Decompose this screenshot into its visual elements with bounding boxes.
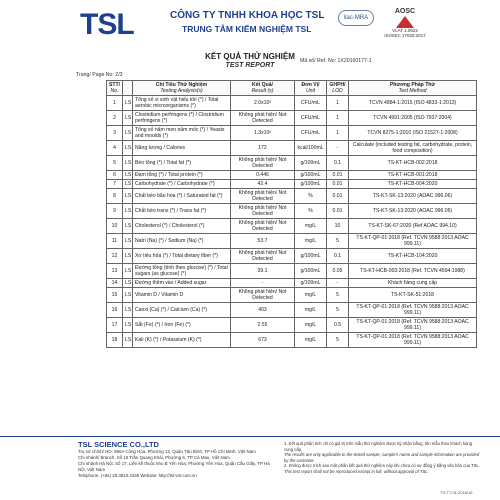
lod: 0.5 — [327, 318, 349, 333]
row-number: 18 — [107, 333, 123, 348]
table-row — [107, 189, 477, 204]
ilac-mra-logo: ilac-MRA — [338, 10, 374, 26]
footer-contact — [78, 442, 278, 479]
result-value: 1.3x10² — [231, 126, 295, 141]
testing-analysis: Chất béo bão hòa (*) / Saturated fat (*) — [133, 189, 231, 204]
footer-phone-website: Telephone: (+84) 28.3810.4336 Website: http://tsl-vnt.com.vn — [78, 473, 197, 478]
lab-tag: LS — [123, 318, 133, 333]
column-header — [107, 81, 123, 96]
test-method: TS-KT-QP-01:2018 (Ref. TCVN 9588:2013 AOAC 999.11) — [349, 234, 477, 249]
column-header — [327, 81, 349, 96]
row-number: 11 — [107, 234, 123, 249]
table-row — [107, 318, 477, 333]
table-row — [107, 288, 477, 303]
column-header — [231, 81, 295, 96]
results-table — [106, 80, 477, 348]
table-row — [107, 204, 477, 219]
footer-head-office: Trụ sở chính/ HO: 960A Cộng Hòa, Phường 13, Quận Tân Bình, TP Hồ Chí Minh, Việt Nam — [78, 449, 256, 454]
testing-analysis: Chất béo trans (*) / Trans fat (*) — [133, 204, 231, 219]
test-method: TS-KT-HCB-104:2020 — [349, 249, 477, 264]
row-number: 16 — [107, 303, 123, 318]
testing-analysis: Tổng số nấm men nấm mốc (*) / Yeasts and moulds (*) — [133, 126, 231, 141]
table-row — [107, 333, 477, 348]
row-number: 6 — [107, 171, 123, 180]
row-number: 17 — [107, 318, 123, 333]
unit: % — [295, 204, 327, 219]
table-row — [107, 234, 477, 249]
result-value: 53.7 — [231, 234, 295, 249]
table-row — [107, 171, 477, 180]
unit: g/100mL — [295, 264, 327, 279]
footer-branch: Chi nhánh/ Branch: Số 15 Trần Quang Khải, Phường 6, TP Cà Mau, Việt Nam — [78, 455, 230, 460]
reference-number: Mã số/ Ref. No: 1X20160177-1 — [300, 58, 372, 64]
result-value: Không phát hiện/ Not Detected — [231, 204, 295, 219]
lab-tag: LS — [123, 111, 133, 126]
test-method: TS-KT-HCB-002:2018 — [349, 156, 477, 171]
column-header — [123, 81, 133, 96]
test-method: TS-KT-SK-67:2020 (Ref AOAC 994.10) — [349, 219, 477, 234]
footer-branch-hanoi: Chi nhánh Hà Nội: Số 17, Liền kề thuộc khu B Yên Hòa, Phường Yên Hòa, Quận Cầu Giấy, TP Hà Nội, Việt Nam — [78, 461, 270, 472]
test-method: TS-KT-SK-13:2020 (AOAC 996.06) — [349, 189, 477, 204]
unit: mg/L — [295, 333, 327, 348]
testing-analysis: Béo tổng (*) / Total fat (*) — [133, 156, 231, 171]
test-method: TCVN 4991:2005 (ISO 7937:2004) — [349, 111, 477, 126]
table-row — [107, 219, 477, 234]
result-value: Không phát hiện/ Not Detected — [231, 249, 295, 264]
test-method: TS-KT-SK-51:2018 — [349, 288, 477, 303]
result-value: 172 — [231, 141, 295, 156]
unit: CFU/mL — [295, 111, 327, 126]
result-value: - — [231, 279, 295, 288]
test-method: Khách hàng cung cấp — [349, 279, 477, 288]
lab-tag: LS — [123, 303, 133, 318]
aosc-iso: ISO/IEC 17025:2017 — [384, 33, 426, 38]
row-number: 7 — [107, 180, 123, 189]
testing-analysis: Natri (Na) (*) / Sodium (Na) (*) — [133, 234, 231, 249]
row-number: 15 — [107, 288, 123, 303]
aosc-title: AOSC — [394, 8, 416, 15]
lab-tag: LS — [123, 219, 133, 234]
table-row — [107, 303, 477, 318]
table-header-row — [107, 81, 477, 96]
letterhead — [0, 0, 500, 48]
unit: g/100mL — [295, 171, 327, 180]
table-body — [107, 96, 477, 348]
test-method: TCVN 4884-1:2015 (ISO 4833-1:2013) — [349, 96, 477, 111]
column-header — [295, 81, 327, 96]
lod: 0.01 — [327, 204, 349, 219]
test-method: TS-KT-HCB-003:2018 (Ref. TCVN 4594:1988) — [349, 264, 477, 279]
lod: 0.01 — [327, 171, 349, 180]
lab-tag: LS — [123, 189, 133, 204]
table-row — [107, 180, 477, 189]
result-value: 39.1 — [231, 264, 295, 279]
column-header — [133, 81, 231, 96]
lod: - — [327, 141, 349, 156]
aosc-vlat: VLAT 1.0522 — [392, 28, 418, 33]
testing-center-name: TRUNG TÂM KIỂM NGHIỆM TSL — [182, 24, 312, 34]
testing-analysis: Xơ tiêu hóa (*) / Total dietary fiber (*) — [133, 249, 231, 264]
result-value: 2.0x10³ — [231, 96, 295, 111]
test-method: TS-KT-QP-01:2018 (Ref. TCVN 9588:2013 AOAC 999.11) — [349, 333, 477, 348]
footer-company: TSL SCIENCE CO.,LTD — [78, 440, 159, 449]
testing-analysis: Clostridium perfringens (*) / Clostridium perfringens (*) — [133, 111, 231, 126]
footer — [0, 436, 500, 500]
row-number: 14 — [107, 279, 123, 288]
column-header-vi: STT/ — [109, 82, 121, 88]
tsl-logo: TSL — [80, 8, 134, 41]
footer-notes — [284, 441, 480, 475]
testing-analysis: Tổng số vi sinh vật hiếu khí (*) / Total aerobic microorganisms (*) — [133, 96, 231, 111]
lab-tag: LS — [123, 234, 133, 249]
table-row — [107, 126, 477, 141]
column-header-vi: Phương Pháp Thử — [389, 82, 436, 88]
table-row — [107, 111, 477, 126]
row-number: 10 — [107, 219, 123, 234]
lod: 5 — [327, 303, 349, 318]
lod: 1 — [327, 96, 349, 111]
lab-tag: LS — [123, 333, 133, 348]
unit: mg/L — [295, 318, 327, 333]
row-number: 13 — [107, 264, 123, 279]
unit: CFU/mL — [295, 96, 327, 111]
lod: 5 — [327, 333, 349, 348]
testing-analysis: Đường thêm vào / Added sugar — [133, 279, 231, 288]
column-header-en: Unit — [305, 88, 316, 94]
lod: 0.1 — [327, 249, 349, 264]
lab-tag: LS — [123, 141, 133, 156]
unit: mg/L — [295, 219, 327, 234]
column-header-vi: Đơn Vị/ — [301, 82, 320, 88]
unit: mg/L — [295, 234, 327, 249]
row-number: 1 — [107, 96, 123, 111]
lod: - — [327, 279, 349, 288]
form-number: TS-TT-01:2018/18 — [440, 490, 473, 495]
lab-tag: LS — [123, 96, 133, 111]
test-method: TS-KT-QP-01:2018 (Ref. TCVN 9588:2013 AOAC 999.11) — [349, 303, 477, 318]
testing-analysis: Cholesterol (*) / Cholesterol (*) — [133, 219, 231, 234]
lab-tag: LS — [123, 180, 133, 189]
column-header-en: Testing Analysis(s) — [160, 88, 203, 94]
unit: g/100mL — [295, 180, 327, 189]
lab-tag: LS — [123, 126, 133, 141]
column-header-en: No. — [110, 88, 119, 94]
column-header-vi: GHPH/ — [329, 82, 346, 88]
testing-analysis: Carbohydrate (*) / Carbohydrate (*) — [133, 180, 231, 189]
lod: 0.01 — [327, 180, 349, 189]
table-row — [107, 264, 477, 279]
lab-tag: LS — [123, 171, 133, 180]
column-header — [349, 81, 477, 96]
lab-tag: LS — [123, 279, 133, 288]
unit: g/100mL — [295, 249, 327, 264]
result-value: Không phát hiện/ Not Detected — [231, 219, 295, 234]
row-number: 8 — [107, 189, 123, 204]
column-header-en: LOD — [332, 88, 343, 94]
aosc-triangle-icon — [396, 16, 414, 28]
test-method: TS-KT-SK-13:2020 (AOAC 996.06) — [349, 204, 477, 219]
company-name: CÔNG TY TNHH KHOA HỌC TSL — [170, 10, 325, 21]
column-header-en: Result (s) — [251, 88, 274, 94]
result-value: Không phát hiện/ Not Detected — [231, 189, 295, 204]
lod: 0.01 — [327, 189, 349, 204]
table-row — [107, 249, 477, 264]
table-row — [107, 141, 477, 156]
aosc-accreditation-logo — [380, 8, 430, 38]
unit: CFU/mL — [295, 126, 327, 141]
row-number: 9 — [107, 204, 123, 219]
lab-tag: LS — [123, 249, 133, 264]
lod: 5 — [327, 288, 349, 303]
lab-tag: LS — [123, 156, 133, 171]
testing-analysis: Sắt (Fe) (*) / Iron (Fe) (*) — [133, 318, 231, 333]
testing-analysis: Đường tổng (tính theo glucose) (*) / Total sugars (as glucose) (*) — [133, 264, 231, 279]
result-value: Không phát hiện/ Not Detected — [231, 156, 295, 171]
lod: 5 — [327, 234, 349, 249]
result-value: 42.4 — [231, 180, 295, 189]
column-header-vi: Kết Quả/ — [252, 82, 273, 88]
result-value: Không phát hiện/ Not Detected — [231, 111, 295, 126]
testing-analysis: Năng lượng / Calories — [133, 141, 231, 156]
test-method: TS-KT-HCB-004:2020 — [349, 180, 477, 189]
testing-analysis: Kali (K) (*) / Potassium (K) (*) — [133, 333, 231, 348]
lod: 1 — [327, 126, 349, 141]
footer-note-2: 2. Không được trích sao một phần kết quả thử nghiệm này khi chưa có sự đồng ý bằng văn bản của TSL. — [284, 463, 480, 469]
unit: kcal/100mL — [295, 141, 327, 156]
footer-note-1-en: The results are only applicable to the tested sample, sample's name and sample information are provided by the customer. — [284, 452, 480, 463]
lab-tag: LS — [123, 288, 133, 303]
result-value: 403 — [231, 303, 295, 318]
test-method: TCVN 8275-1:2010 (ISO 21527-1:2008) — [349, 126, 477, 141]
result-value: 2.55 — [231, 318, 295, 333]
result-value: 0.446 — [231, 171, 295, 180]
report-title — [0, 52, 500, 69]
report-title-en: TEST REPORT — [225, 62, 275, 69]
page-number: Trang/ Page No: 2/3 — [76, 72, 123, 78]
row-number: 3 — [107, 126, 123, 141]
unit: g/100mL — [295, 156, 327, 171]
row-number: 5 — [107, 156, 123, 171]
table-row — [107, 156, 477, 171]
result-value: Không phát hiện/ Not Detected — [231, 288, 295, 303]
unit: mg/L — [295, 303, 327, 318]
testing-analysis: Đạm tổng (*) / Total protein (*) — [133, 171, 231, 180]
lod: 1 — [327, 111, 349, 126]
report-title-vi: KẾT QUẢ THỬ NGHIỆM — [205, 52, 295, 61]
lod: 0.05 — [327, 264, 349, 279]
column-header-en: Test Method — [398, 88, 427, 94]
lod: 10 — [327, 219, 349, 234]
footer-note-1: 1. Kết quả phân tích chỉ có giá trị trên mẫu thử nghiệm được ký nhận bằng, tên mẫu theo khách hàng cung cấp. — [284, 441, 473, 452]
row-number: 2 — [107, 111, 123, 126]
row-number: 12 — [107, 249, 123, 264]
lod: 0.1 — [327, 156, 349, 171]
column-header-vi: Chỉ Tiêu Thử Nghiệm — [155, 82, 208, 88]
lab-tag: LS — [123, 264, 133, 279]
unit: % — [295, 189, 327, 204]
testing-analysis: Vitamin D / Vitamin D — [133, 288, 231, 303]
row-number: 4 — [107, 141, 123, 156]
testing-analysis: Canxi (Ca) (*) / Calcium (Ca) (*) — [133, 303, 231, 318]
unit: g/100mL — [295, 279, 327, 288]
footer-note-2-en: This test report shall not be reproduced except in full, without approval of TSL. — [284, 468, 429, 474]
table-row — [107, 279, 477, 288]
table-row — [107, 96, 477, 111]
lab-tag: LS — [123, 204, 133, 219]
test-method: TS-KT-HCB-001:2018 — [349, 171, 477, 180]
test-method: TS-KT-QP-01:2018 (Ref. TCVN 9588:2013 AOAC 999.11) — [349, 318, 477, 333]
unit: mg/L — [295, 288, 327, 303]
result-value: 673 — [231, 333, 295, 348]
test-method: Calculate (included testing fat, carbohydrate, protein, food composition) — [349, 141, 477, 156]
